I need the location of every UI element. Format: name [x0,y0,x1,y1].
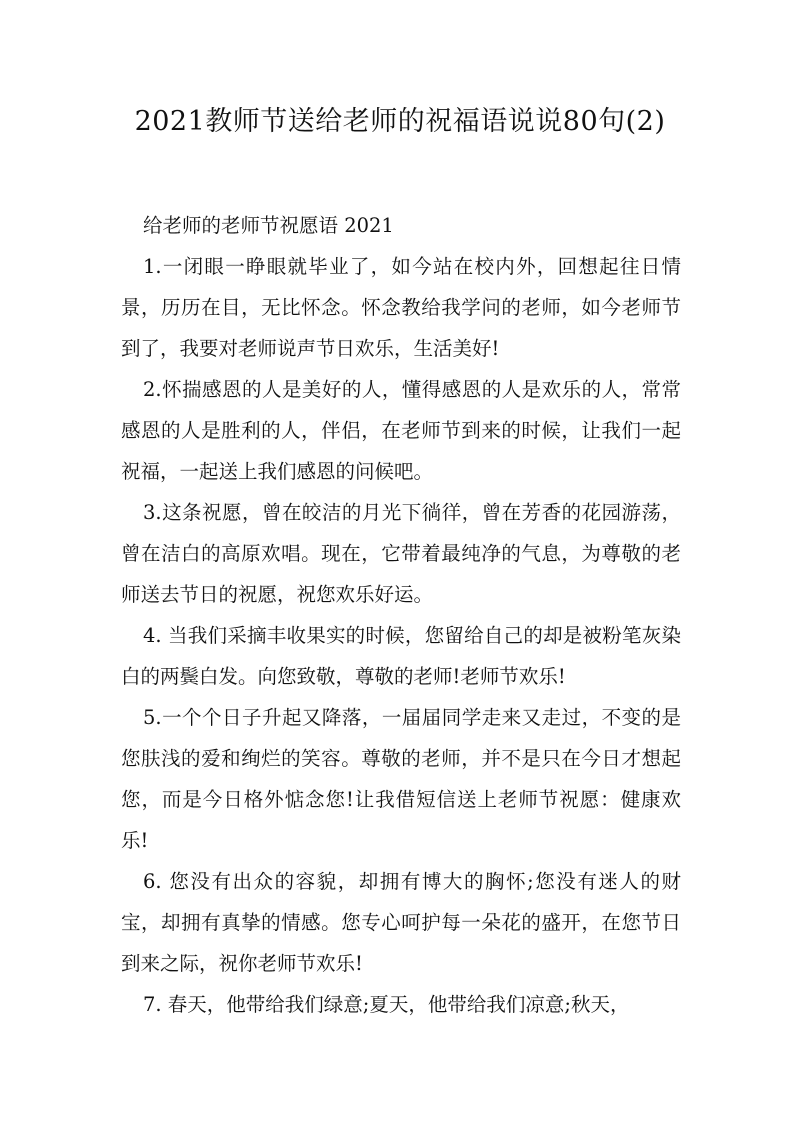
paragraph-7: 7. 春天，他带给我们绿意;夏天，他带给我们凉意;秋天， [143,993,630,1016]
document-body [121,205,681,1025]
paragraph-3: 3.这条祝愿，曾在皎洁的月光下徜徉，曾在芳香的花园游荡，曾在洁白的高原欢唱。现在，它带着最纯净的气息，为尊敬的老师送去节日的祝愿，祝您欢乐好运。 [121,501,681,606]
paragraph-5: 5.一个个日子升起又降落，一届届同学走来又走过，不变的是您肤浅的爱和绚烂的笑容。尊敬的老师，并不是只在今日才想起您，而是今日格外惦念您!让我借短信送上老师节祝愿：健康欢乐! [121,706,681,852]
document-title: 2021教师节送给老师的祝福语说说80句(2) [134,106,666,137]
paragraph-1: 1.一闭眼一睁眼就毕业了，如今站在校内外，回想起往日情景，历历在目，无比怀念。怀念教给我学问的老师，如今老师节到了，我要对老师说声节日欢乐，生活美好! [121,255,681,360]
paragraph-6: 6. 您没有出众的容貌，却拥有博大的胸怀;您没有迷人的财宝，却拥有真挚的情感。您专心呵护每一朵花的盛开，在您节日到来之际，祝你老师节欢乐! [121,870,681,975]
paragraph-4: 4. 当我们采摘丰收果实的时候，您留给自己的却是被粉笔灰染白的两鬓白发。向您致敬，尊敬的老师!老师节欢乐! [121,624,681,688]
paragraph-2: 2.怀揣感恩的人是美好的人，懂得感恩的人是欢乐的人，常常感恩的人是胜利的人，伴侣，在老师节到来的时候，让我们一起祝福，一起送上我们感恩的问候吧。 [121,378,681,483]
section-subheading: 给老师的老师节祝愿语 2021 [143,214,394,237]
